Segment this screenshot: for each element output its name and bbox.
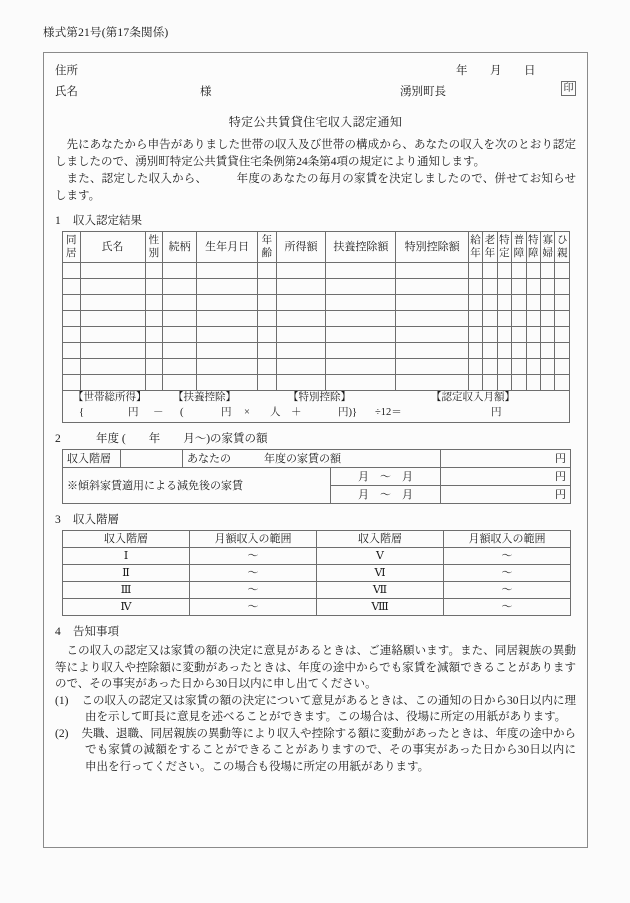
table-cell[interactable] [526,359,540,375]
calculation-row [63,391,570,423]
table-cell[interactable] [163,311,197,327]
table-cell: ～ [444,599,571,616]
notice-intro: この収入の認定又は家賃の額の決定に意見があるときは、ご連絡願います。また、同居親族の異動等により収入や控除額に変動があったときは、年度の途中からでも家賃を減額できることがありますので、その事実があった日から30日以内に申し出てください。 [55,645,576,690]
table-cell[interactable] [326,279,396,295]
issuer-name: 湧別町長 [400,86,446,98]
table-cell[interactable] [512,263,526,279]
table-cell[interactable] [258,343,277,359]
table-cell[interactable] [512,311,526,327]
table-cell[interactable] [541,263,555,279]
month-range-1 [331,468,441,486]
table-row[interactable] [63,327,570,343]
form-number: 様式第21号(第17条関係) [43,27,169,39]
your-rent-text: あなたの 年度の家賃の額 [183,450,441,468]
table-row [63,450,571,468]
table-cell[interactable] [258,375,277,391]
table-cell[interactable] [468,375,482,391]
body-paragraph-1: 先にあなたから申告がありました世帯の収入及び世帯の構成から、あなたの収入を次のとおり認定しましたので、湧別町特定公共賃貸住宅条例第24条第4項の規定により通知します。 [55,139,576,168]
table-row[interactable] [63,295,570,311]
table-cell[interactable] [326,343,396,359]
col-gender: 性 別 [145,232,163,263]
table-cell[interactable] [497,359,511,375]
formula-yen-3: 円)} [338,407,358,418]
label-dependent-deduction: 【扶養控除】 [173,392,236,403]
table-cell[interactable] [197,263,258,279]
table-cell: Ⅳ [63,599,190,616]
table-cell[interactable] [326,375,396,391]
table-cell[interactable] [555,343,570,359]
col-age: 年 齢 [258,232,277,263]
col-dependent-deduction: 扶養控除額 [326,232,396,263]
table-cell[interactable] [145,311,163,327]
table-cell[interactable] [541,279,555,295]
table-cell[interactable] [80,263,145,279]
sliding-rent-yen-2: 円 [441,486,571,504]
label-special-deduction: 【特別控除】 [288,392,351,403]
table-cell[interactable] [258,279,277,295]
income-class-value [121,450,183,468]
table-cell[interactable] [541,327,555,343]
table-row[interactable] [63,279,570,295]
table-cell[interactable] [145,279,163,295]
table-cell[interactable] [555,327,570,343]
table-cell[interactable] [258,359,277,375]
table-cell: Ⅱ [63,565,190,582]
month-range-2 [331,486,441,504]
table-cell[interactable] [396,263,468,279]
table-cell[interactable] [512,295,526,311]
income-table-footer [63,391,570,423]
table-cell[interactable] [555,263,570,279]
table-cell[interactable] [163,375,197,391]
calculation-cell [63,391,570,423]
table-cell[interactable] [197,359,258,375]
range1-end-month: 月 [402,470,413,483]
table-cell[interactable] [483,359,497,375]
table-cell[interactable] [276,263,326,279]
section1-title: 収入認定結果 [73,215,142,227]
col-salary-year: 給 年 [468,232,482,263]
col-special-disability: 特 障 [526,232,540,263]
table-cell[interactable] [468,359,482,375]
section4-number: 4 [55,626,61,638]
table-cell[interactable] [526,327,540,343]
table-cell[interactable] [555,311,570,327]
table-cell[interactable] [541,295,555,311]
table-cell[interactable] [396,343,468,359]
table-cell: ～ [444,582,571,599]
notice-item-2: (2) 失職、退職、同居親族の異動等により収入や控除する額に変動があったときは、年度の途中からでも家賃の減額をすることができることがありますので、その事実があった日から30日以内に申出を行ってください。この場合も役場に所定の用紙があります。 [55,727,576,773]
table-cell[interactable] [512,343,526,359]
label-household-income: 【世帯総所得】 [73,392,147,403]
name-label: 氏名 [55,86,78,98]
range1-tilde: ～ [380,470,391,483]
income-table-body [63,263,570,391]
table-cell[interactable] [326,263,396,279]
seal-icon: 印 [561,81,576,96]
table-cell: ～ [190,565,317,582]
class-col-2: 収入階層 [317,531,444,548]
table-cell[interactable] [145,263,163,279]
table-cell[interactable] [526,343,540,359]
col-specified: 特 定 [497,232,511,263]
table-cell[interactable] [483,327,497,343]
table-cell[interactable] [483,279,497,295]
table-cell[interactable] [555,375,570,391]
table-cell[interactable] [541,311,555,327]
table-cell[interactable] [63,359,81,375]
table-cell[interactable] [541,359,555,375]
income-class-table [62,530,571,616]
table-cell: Ⅴ [317,548,444,565]
table-row[interactable] [63,311,570,327]
table-cell[interactable] [163,343,197,359]
table-cell[interactable] [468,343,482,359]
table-cell[interactable] [555,359,570,375]
table-cell[interactable] [555,295,570,311]
section3-title: 収入階層 [73,514,119,526]
table-cell[interactable] [80,311,145,327]
col-income-amount: 所得額 [276,232,326,263]
table-cell[interactable] [468,327,482,343]
formula-persons: 人 [270,407,281,418]
table-cell[interactable] [526,295,540,311]
sliding-rent-label: ※傾斜家賃適用による減免後の家賃 [63,468,331,504]
col-single-parent: ひ 親 [555,232,570,263]
table-cell[interactable] [468,295,482,311]
table-row[interactable] [63,263,570,279]
table-header-row [63,531,571,548]
col-ordinary-disability: 普 障 [512,232,526,263]
table-cell[interactable] [80,343,145,359]
rent-amount-table [62,449,571,504]
table-cell[interactable] [326,327,396,343]
table-cell[interactable] [63,311,81,327]
section3-number: 3 [55,514,61,526]
table-cell[interactable] [163,327,197,343]
class-col-1: 収入階層 [63,531,190,548]
table-cell[interactable] [497,311,511,327]
table-cell[interactable] [258,263,277,279]
table-cell[interactable] [541,375,555,391]
range1-start-month: 月 [358,470,369,483]
table-cell[interactable] [80,359,145,375]
table-cell[interactable] [483,311,497,327]
table-cell[interactable] [63,327,81,343]
table-cell[interactable] [197,375,258,391]
table-cell[interactable] [197,295,258,311]
table-cell[interactable] [163,359,197,375]
table-cell[interactable] [468,279,482,295]
table-row [63,468,571,486]
formula-plus: ＋ [291,407,302,418]
table-cell[interactable] [276,295,326,311]
table-cell[interactable] [145,359,163,375]
table-cell[interactable] [468,311,482,327]
table-cell[interactable] [197,279,258,295]
table-cell[interactable] [63,375,81,391]
range-col-1: 月額収入の範囲 [190,531,317,548]
table-cell[interactable] [483,263,497,279]
table-cell[interactable] [396,279,468,295]
table-cell[interactable] [396,359,468,375]
date-month-label: 月 [490,65,502,77]
table-cell[interactable] [163,295,197,311]
table-row [63,548,571,565]
table-cell[interactable] [145,327,163,343]
table-cell: ～ [190,582,317,599]
table-cell[interactable] [163,279,197,295]
formula-divide-12: ÷12＝ [375,407,402,418]
notice-item-1: (1) この収入の認定又は家賃の額の決定について意見があるときは、この通知の日から30日以内に理由を示して町長に意見を述べることができます。この場合は、役場に所定の用紙があります。 [55,694,577,723]
formula-open-paren: ( [180,407,184,418]
table-cell[interactable] [197,343,258,359]
calculation-labels [63,391,569,406]
section2-title: 年度 ( 年 月〜)の家賃の額 [73,433,268,445]
formula-minus: － [153,407,164,418]
notice-item-2-text: 失職、退職、同居親族の異動等により収入や控除する額に変動があったときは、年度の途中からでも家賃の減額をすることができることがありますので、その事実があった日から30日以内に申出を行ってください。この場合も役場に所定の用紙があります。 [81,727,576,773]
section1-number: 1 [55,215,61,227]
table-cell[interactable] [396,327,468,343]
page-title: 特定公共賃貸住宅収入認定通知 [228,115,403,129]
table-cell: ～ [444,548,571,565]
table-cell[interactable] [396,311,468,327]
table-cell[interactable] [326,311,396,327]
table-cell[interactable] [497,375,511,391]
table-cell: ～ [190,599,317,616]
table-row[interactable] [63,359,570,375]
table-row [63,565,571,582]
calculation-formula [63,406,569,422]
section4-heading [55,623,576,639]
table-row [63,582,571,599]
table-cell[interactable] [80,295,145,311]
table-cell[interactable] [80,375,145,391]
table-cell[interactable] [541,343,555,359]
table-cell[interactable] [326,359,396,375]
table-cell[interactable] [258,311,277,327]
table-cell[interactable] [145,295,163,311]
header-address-row [55,61,576,82]
table-cell[interactable] [276,375,326,391]
table-cell: Ⅷ [317,599,444,616]
table-cell: ～ [444,565,571,582]
range2-end-month: 月 [402,488,413,501]
table-cell[interactable] [497,327,511,343]
body-paragraph-2: また、認定した収入から、 年度のあなたの毎月の家賃を決定しましたので、併せてお知らせします。 [55,173,576,202]
formula-yen-4: 円 [491,407,502,418]
table-cell[interactable] [497,295,511,311]
income-class-body [63,548,571,616]
col-cohabit: 同 居 [63,232,81,263]
formula-times: × [244,407,250,418]
document-frame [43,52,588,848]
table-cell[interactable] [512,279,526,295]
table-cell[interactable] [526,279,540,295]
formula-yen-1: 円 [128,407,139,418]
table-cell[interactable] [526,375,540,391]
table-cell[interactable] [163,263,197,279]
table-cell[interactable] [512,327,526,343]
table-cell[interactable] [526,263,540,279]
range2-start-month: 月 [358,488,369,501]
table-cell[interactable] [555,279,570,295]
income-class-label: 収入階層 [63,450,121,468]
table-cell[interactable] [468,263,482,279]
table-row[interactable] [63,343,570,359]
section2-number: 2 [55,433,61,445]
formula-yen-2: 円 [221,407,232,418]
label-certified-monthly: 【認定収入月額】 [431,392,515,403]
table-cell[interactable] [497,263,511,279]
section4-title: 告知事項 [73,626,119,638]
document-inner [55,61,576,775]
table-cell[interactable] [80,279,145,295]
range-col-2: 月額収入の範囲 [444,531,571,548]
table-cell[interactable] [526,311,540,327]
formula-open-brace: { [79,407,85,418]
section1-heading [55,212,576,228]
table-cell[interactable] [145,343,163,359]
table-cell[interactable] [512,375,526,391]
address-label: 住所 [55,65,78,77]
table-cell[interactable] [326,295,396,311]
table-cell[interactable] [276,343,326,359]
table-cell: ～ [190,548,317,565]
table-cell[interactable] [63,263,81,279]
your-rent-yen: 円 [441,450,571,468]
table-cell: Ⅲ [63,582,190,599]
section3-heading [55,511,576,527]
table-cell[interactable] [396,295,468,311]
table-cell[interactable] [258,295,277,311]
table-cell[interactable] [145,375,163,391]
table-cell[interactable] [483,295,497,311]
table-cell: Ⅰ [63,548,190,565]
col-widow: 寡 婦 [541,232,555,263]
table-cell: Ⅵ [317,565,444,582]
table-cell[interactable] [276,279,326,295]
table-cell[interactable] [197,327,258,343]
table-cell: Ⅶ [317,582,444,599]
table-row [63,599,571,616]
table-cell[interactable] [512,359,526,375]
table-cell[interactable] [396,375,468,391]
col-elderly: 老 年 [483,232,497,263]
col-relationship: 続柄 [163,232,197,263]
notice-item-1-text: この収入の認定又は家賃の額の決定について意見があるときは、この通知の日から30日以内に理由を示して町長に意見を述べることができます。この場合は、役場に所定の用紙があります。 [81,694,577,723]
issue-date [456,62,558,78]
income-certification-table [62,231,570,423]
addressee-suffix: 様 [200,86,212,98]
table-cell[interactable] [276,327,326,343]
date-day-label: 日 [524,65,536,77]
table-cell[interactable] [258,327,277,343]
col-birthdate: 生年月日 [197,232,258,263]
table-cell[interactable] [483,343,497,359]
table-cell[interactable] [63,279,81,295]
table-cell[interactable] [497,343,511,359]
table-row[interactable] [63,375,570,391]
table-cell[interactable] [276,359,326,375]
table-cell[interactable] [63,295,81,311]
date-year-label: 年 [456,65,468,77]
table-header-row [63,232,570,263]
col-special-deduction: 特別控除額 [396,232,468,263]
table-cell[interactable] [276,311,326,327]
range2-tilde: ～ [380,488,391,501]
section2-heading [55,430,576,446]
table-cell[interactable] [483,375,497,391]
table-cell[interactable] [497,279,511,295]
table-cell[interactable] [63,343,81,359]
col-name: 氏名 [80,232,145,263]
table-cell[interactable] [197,311,258,327]
table-cell[interactable] [80,327,145,343]
sliding-rent-yen-1: 円 [441,468,571,486]
header-name-row [55,82,576,103]
